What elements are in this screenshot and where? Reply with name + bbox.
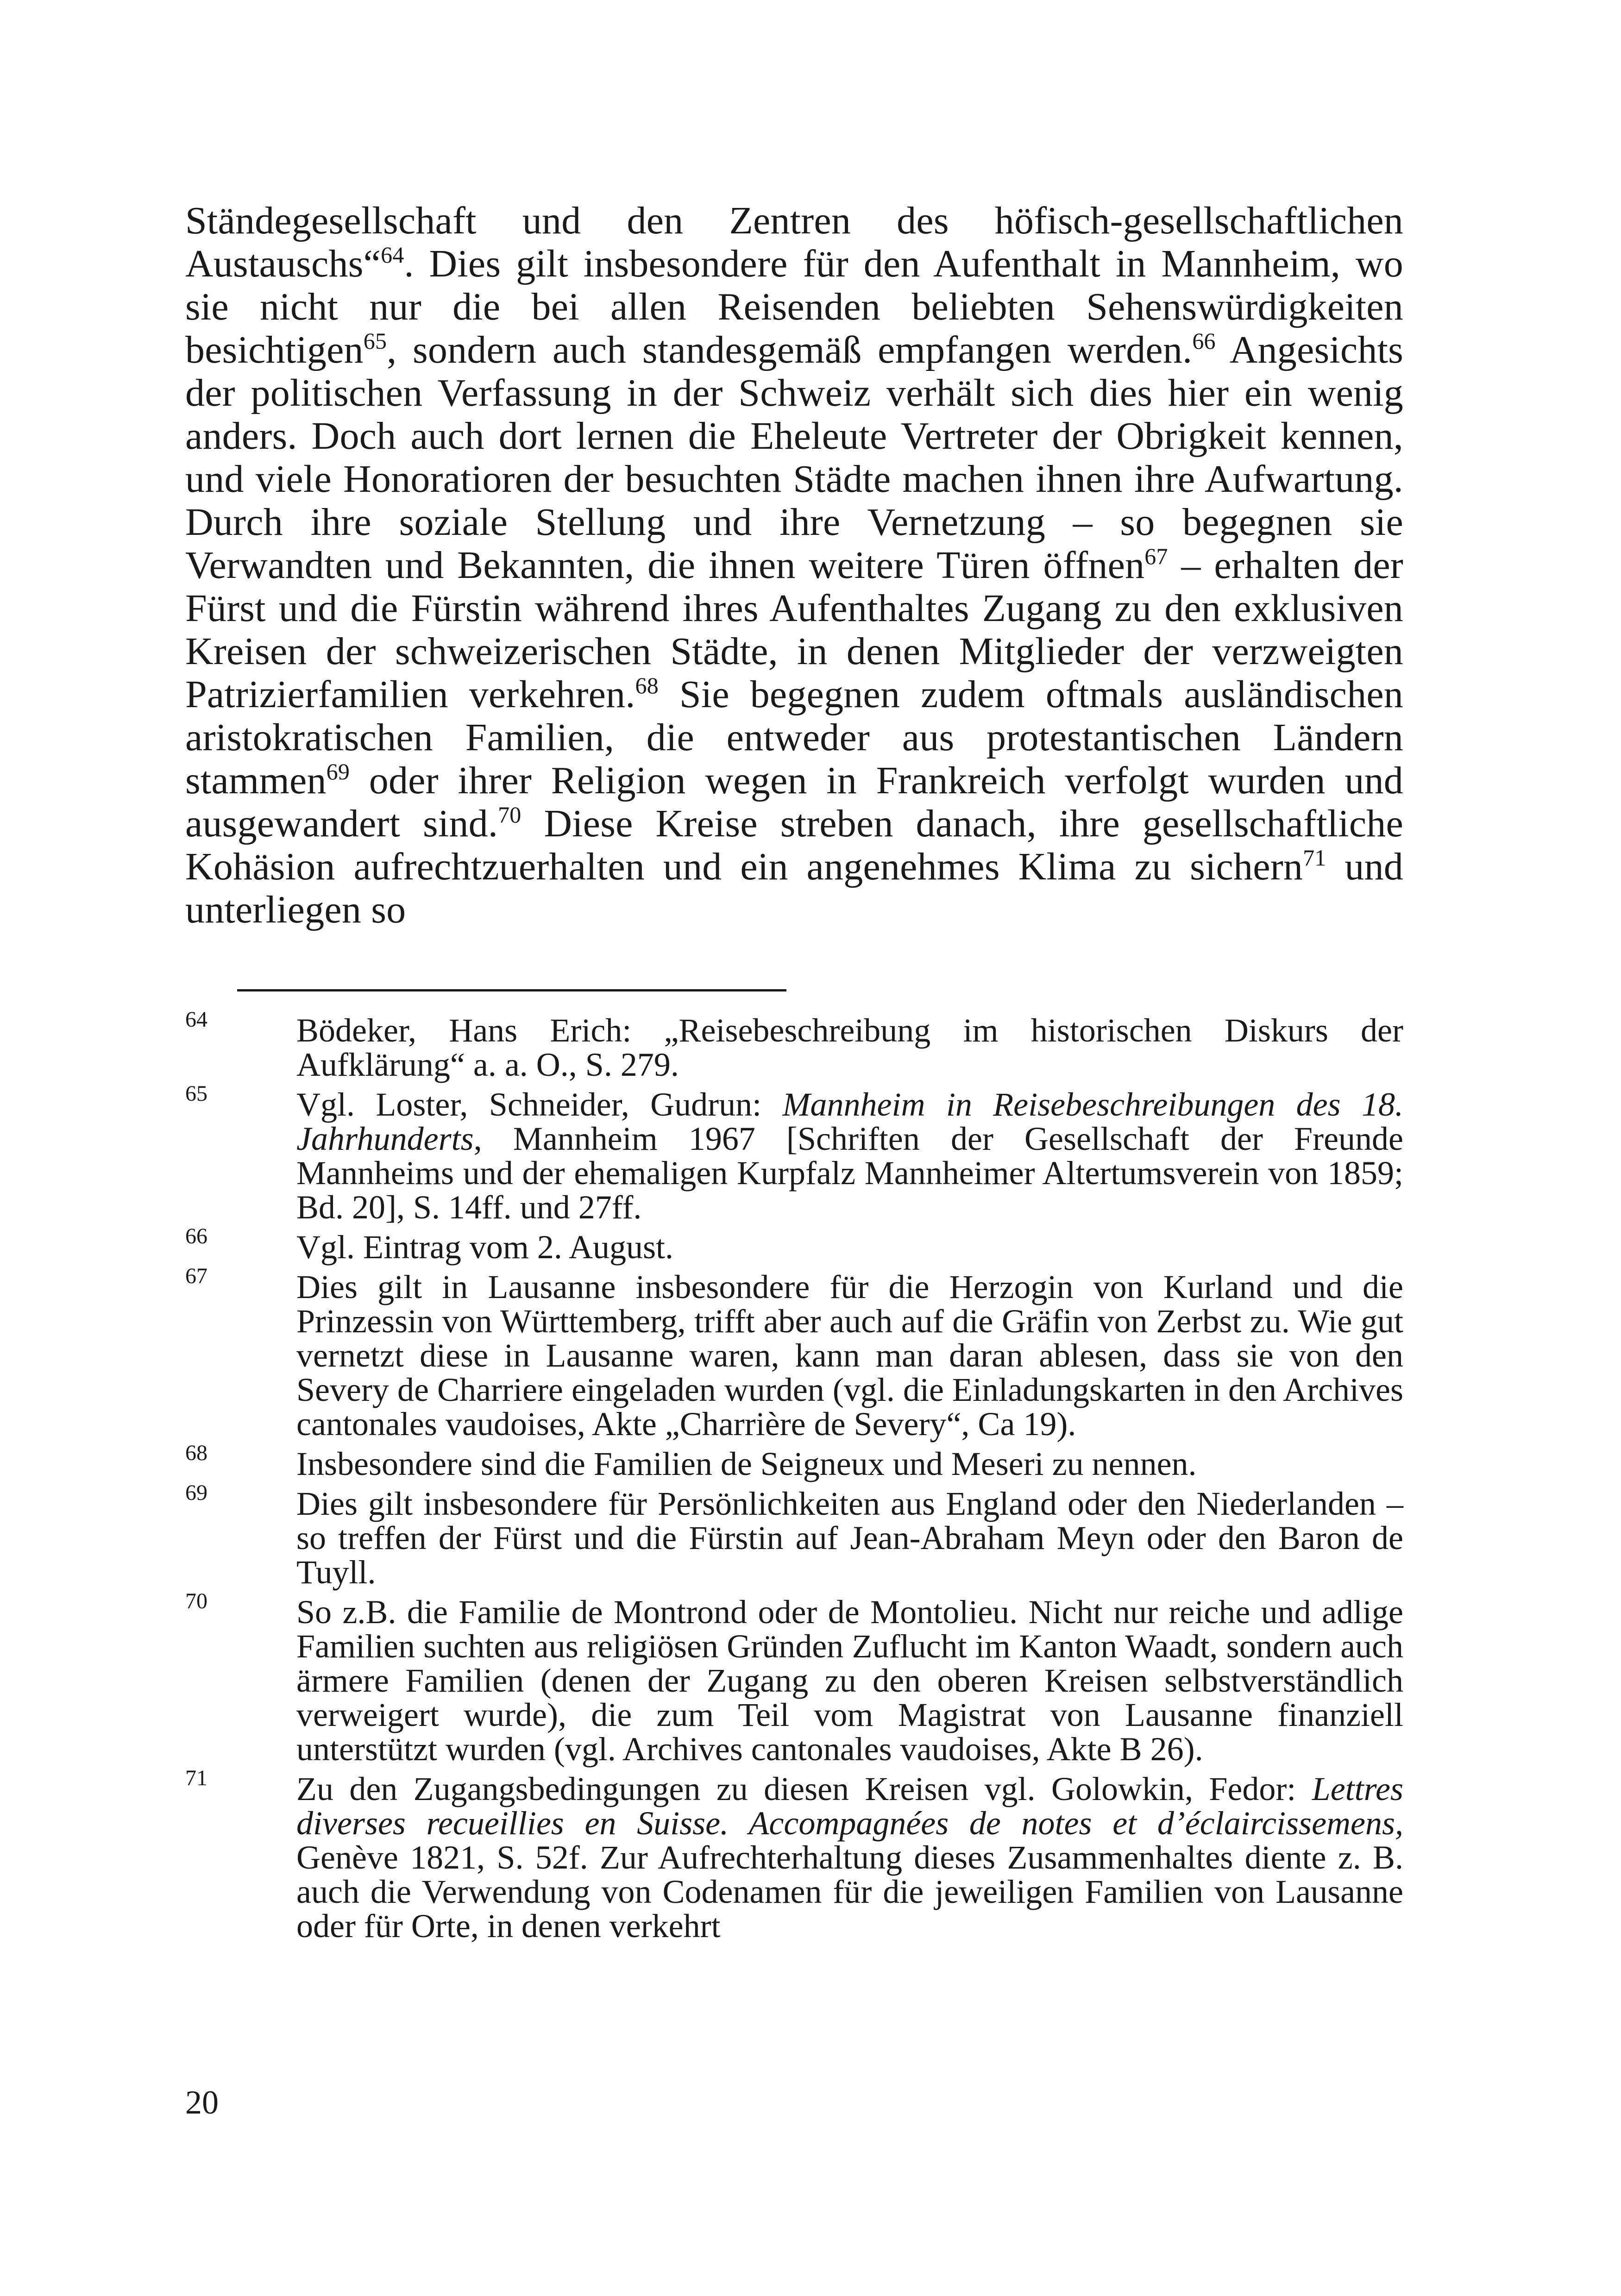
body-text-run: – erhalten der Fürst und die Fürstin während ihres Aufenthaltes Zugang zu den exklusiven Kreisen der schweizerischen Städte, in denen Mitglieder der verzweigten Patrizierfamilien verkehren. [185,544,1403,716]
footnote-text: Dies gilt in Lausanne insbesondere für die Herzogin von Kurland und die Prinzessin von Württemberg, trifft aber auch auf die Gräfin von Zerbst zu. Wie gut vernetzt diese in Lausanne waren, kann man daran ablesen, dass sie von den Severy de Charriere eingeladen wurden (vgl. die Einladungskarten in den Archives cantonales vaudoises, Akte „Charrière de Severy“, Ca 19). [296,1268,1403,1443]
footnote-69 [185,1480,1403,1591]
footnote-text: So z.B. die Familie de Montrond oder de Montolieu. Nicht nur reiche und adlige Familien suchten aus religiösen Gründen Zuflucht im Kanton Waadt, sondern auch ärmere Familien (denen der Zugang zu den oberen Kreisen selbstverständlich verweigert wurde), die zum Teil vom Magistrat von Lausanne finanziell unterstützt wurden (vgl. Archives cantonales vaudoises, Akte B 26). [296,1593,1403,1768]
footnote-number: 69 [185,1480,207,1505]
body-text-run: Ständegesellschaft und den Zentren des höfisch-gesellschaftlichen Austauschs“ [185,199,1403,285]
footnote-number: 67 [185,1264,207,1288]
footnote-68 [185,1441,1403,1482]
footnote-text-run: , Mannheim 1967 [Schriften der Gesellschaft der Freunde Mannheims und der ehemaligen Kurpfalz Mannheimer Altertumsverein von 1859; Bd. 20], S. 14ff. und 27ff. [296,1120,1403,1226]
footnotes-section [185,1007,1404,1949]
footnote-text: Insbesondere sind die Familien de Seigneux und Meseri zu nennen. [296,1445,1197,1482]
footnote-number: 68 [185,1441,207,1465]
footnote-65 [185,1081,1404,1226]
footnote-ref-69[interactable]: 69 [326,759,350,784]
body-text-run: und unterliegen so [185,845,1403,931]
footnote-ref-64[interactable]: 64 [381,242,404,268]
footnote-ref-71[interactable]: 71 [1303,845,1326,871]
body-text-run: Angesichts der politischen Verfassung in der Schweiz verhält sich dies hier ein wenig anders. Doch auch dort lernen die Eheleute Vertreter der Obrigkeit kennen, und viele Honoratioren der besuchten Städte machen ihnen ihre Aufwartung. Durch ihre soziale Stellung und ihre Vernetzung – so begegnen sie Verwandten und Bekannten, die ihnen weitere Türen öffnen [185,328,1403,587]
body-text-run: oder ihrer Religion wegen in Frankreich verfolgt wurden und ausgewandert sind. [185,759,1403,845]
footnote-text: Vgl. Eintrag vom 2. August. [296,1229,673,1266]
footnote-separator [237,989,786,991]
body-paragraph [185,199,1403,931]
body-text-run: . Dies gilt insbesondere für den Aufenthalt in Mannheim, wo sie nicht nur die bei allen Reisenden beliebten Sehenswürdigkeiten besichtigen [185,242,1403,371]
footnote-text-run: Zu den Zugangsbedingungen zu diesen Kreisen vgl. Golowkin, Fedor: [296,1770,1312,1807]
footnote-66 [185,1224,1403,1266]
footnote-title-italic: Mannheim in Reisebeschreibungen des 18. Jahrhunderts [296,1086,1404,1157]
footnote-ref-67[interactable]: 67 [1144,543,1168,569]
footnote-text [296,1087,1403,1224]
footnote-number: 70 [185,1589,207,1613]
footnote-number: 71 [185,1766,207,1790]
body-text-run: Sie begegnen zudem oftmals ausländischen aristokratischen Familien, die entweder aus protestantischen Ländern stammen [185,673,1403,802]
footnote-number: 66 [185,1224,207,1248]
footnote-64 [185,1007,1403,1083]
body-text [185,199,1403,931]
footnote-text-run: Vgl. Loster, Schneider, Gudrun: [296,1086,783,1123]
footnote-ref-66[interactable]: 66 [1192,328,1216,354]
footnote-number: 65 [185,1081,207,1106]
page-number: 20 [185,2084,219,2121]
footnote-text-run: Genève 1821, S. 52f. Zur Aufrechterhaltung dieses Zusammenhaltes diente z. B. auch die Verwendung von Codenamen für die jeweiligen Familien von Lausanne oder für Orte, in denen verkehrt [296,1839,1403,1945]
footnote-ref-68[interactable]: 68 [635,672,659,698]
footnote-text [296,1772,1403,1943]
body-text-run: , sondern auch standesgemäß empfangen werden. [387,328,1193,371]
footnote-71 [185,1766,1403,1945]
footnote-text: Bödeker, Hans Erich: „Reisebeschreibung im historischen Diskurs der Aufklärung“ a. a. O., S. 279. [296,1012,1403,1083]
footnote-70 [185,1589,1403,1768]
body-text-run: Diese Kreise streben danach, ihre gesellschaftliche Kohäsion aufrechtzuerhalten und ein angenehmes Klima zu sichern [185,802,1403,888]
footnote-text: Dies gilt insbesondere für Persönlichkeiten aus England oder den Niederlanden – so treffen der Fürst und die Fürstin auf Jean-Abraham Meyn oder den Baron de Tuyll. [296,1485,1403,1591]
footnote-number: 64 [185,1007,207,1032]
footnote-67 [185,1264,1403,1443]
footnote-title-italic: Lettres diverses recueillies en Suisse. Accompagnées de notes et d’éclaircissemens, [296,1770,1403,1842]
footnote-ref-70[interactable]: 70 [498,802,521,828]
footnote-ref-65[interactable]: 65 [363,328,387,354]
